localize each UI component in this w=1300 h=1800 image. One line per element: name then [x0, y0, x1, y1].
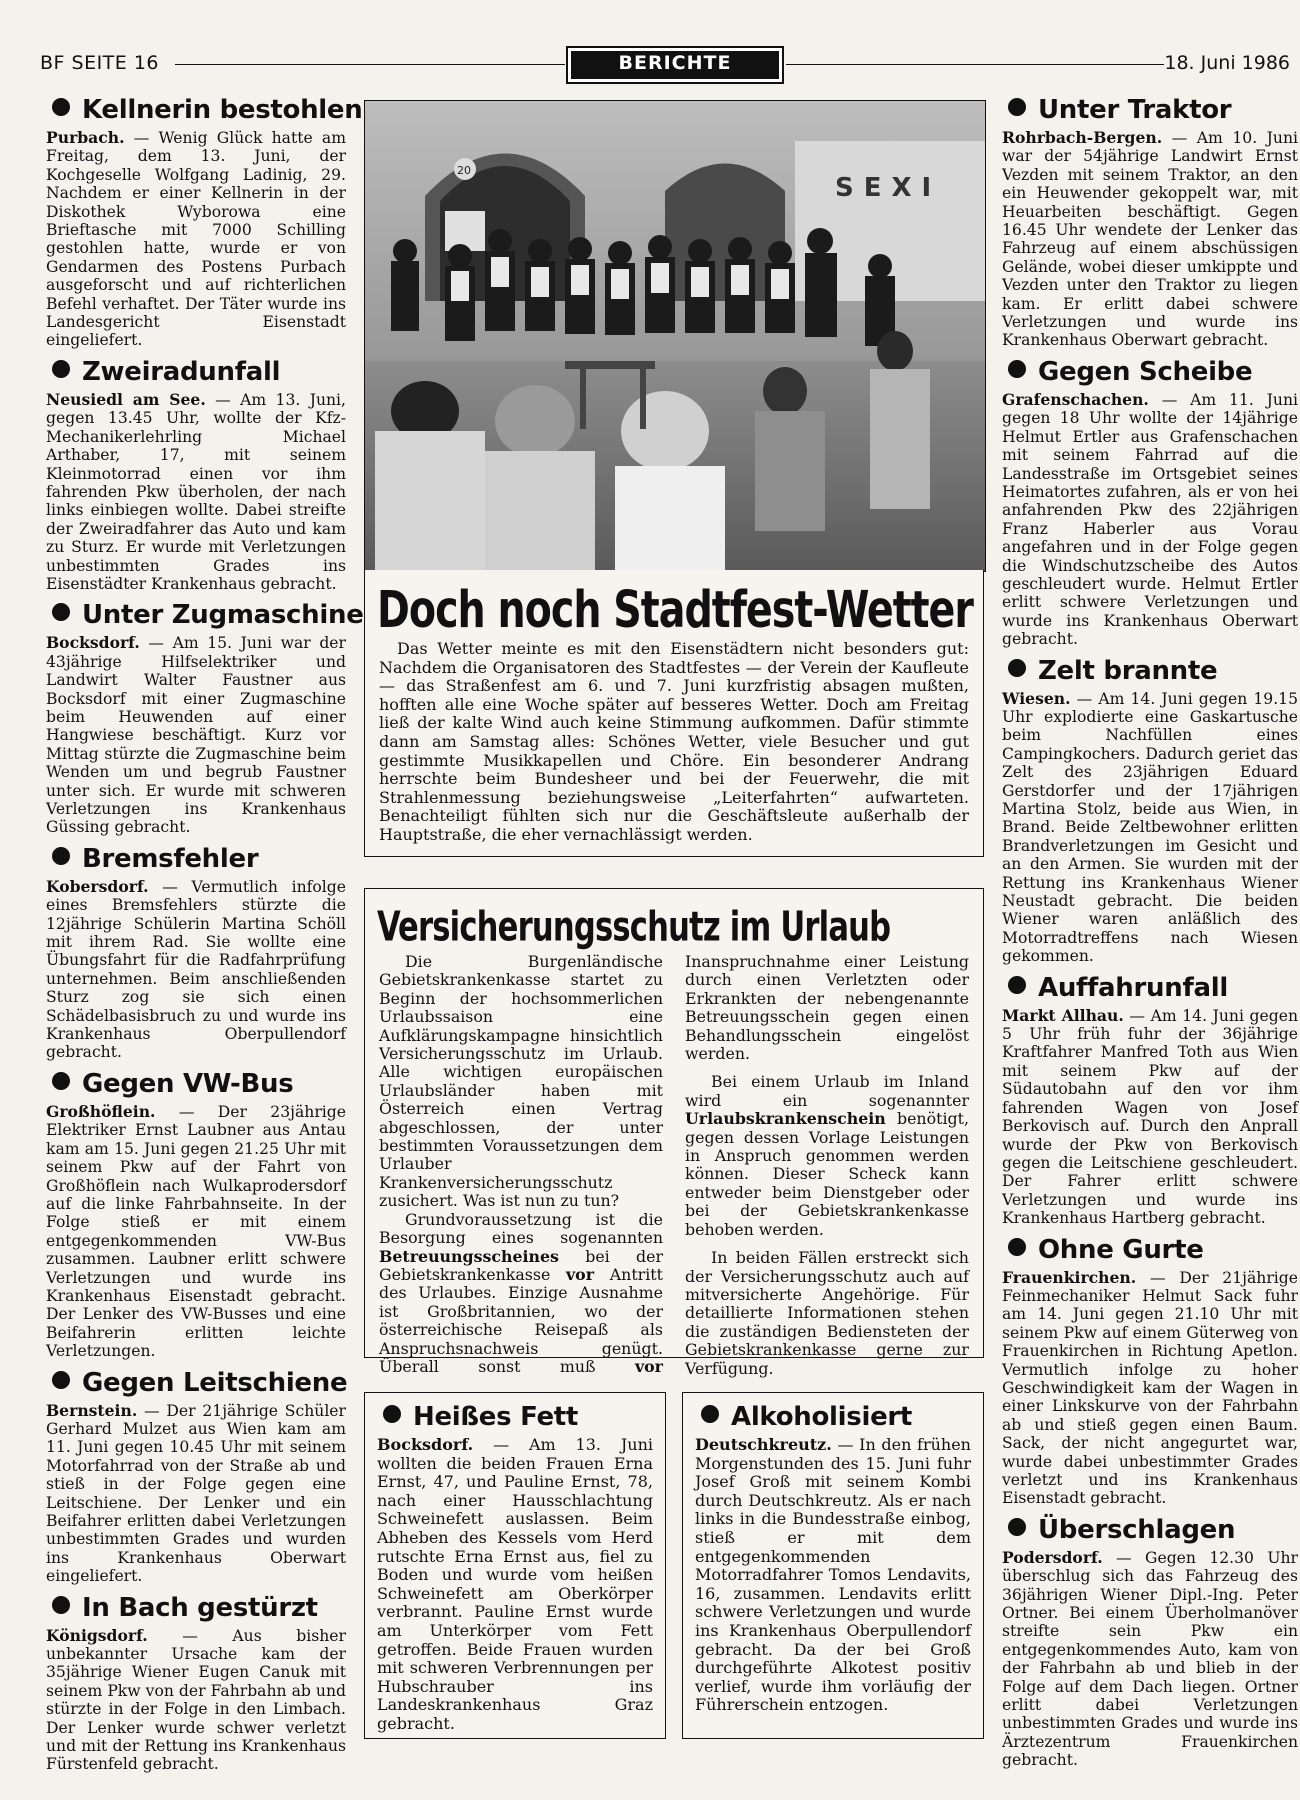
- versicherung-article: [364, 888, 984, 1378]
- article-headline: [46, 94, 363, 126]
- text-run: bei der Gebietskrankenkasse: [379, 1246, 663, 1284]
- body-text: — Am 15. Juni war der 43jährige Hilfselektriker und Landwirt Walter Faustner aus Bocksdorf mit einer Zugmaschine beim Heuwenden auf einer Hangwiese beschäftigt. Kurz vor Mittag stürzte die Zugmaschine beim Wenden um und begrub Faustner unter sich. Er wurde mit schweren Verletzungen ins Krankenhaus Güssing gebracht.: [46, 634, 346, 837]
- bullet-icon: [701, 1405, 719, 1423]
- body-text: — Der 23jährige Elektriker Ernst Laubner aus Antau kam am 15. Juni gegen 21.25 Uhr mit seinem Pkw auf der Fahrt von Großhöflein nach Wulkaprodersdorf auf die linke Fahrbahnseite. In der Folge stieß er mit einem entgegenkommenden VW-Bus zusammen. Laubner erlitt schwere Verletzungen und wurde ins Krankenhaus Eisenstadt gebracht. Der Lenker des VW-Busses und eine Beifahrerin erlitten leichte Verletzungen.: [46, 1102, 346, 1361]
- article-headline: [46, 599, 364, 631]
- article-vw-bus: [46, 1068, 346, 1361]
- bullet-icon: [52, 1371, 70, 1389]
- article-gurte: [1002, 1234, 1298, 1508]
- photo-sign: SEXI: [835, 173, 942, 203]
- body-text: — Am 13. Juni wollten die beiden Frauen Erna Ernst, 47, und Pauline Ernst, 78, nach einer Hausschlachtung Schweinefett auslassen. Beim Abheben des Kessels vom Herd rutschte Erna Ernst aus, fiel zu Boden und wurde vom heißen Schweinefett am Oberkörper verbrannt. Pauline Ernst wurde am Unterkörper vom Fett getroffen. Beide Frauen wurden mit schweren Verbrennungen per Hubschrauber ins Landeskrankenhaus Graz gebracht.: [377, 1435, 653, 1733]
- body-text: — In den frühen Morgenstunden des 15. Juni fuhr Josef Groß mit seinem Kombi durch Deutschkreutz. Als er nach links in die Bundesstraße einbog, stieß er mit dem entgegenkommenden Motorradfahrer Tomos Lendavits, 16, zusammen. Lendavits erlitt schwere Verletzungen und wurde ins Krankenhaus Oberpullendorf gebracht. Da der bei Groß durchgeführte Alkotest positiv verlief, wurde ihm vorläufig der Führerschein entzogen.: [695, 1435, 971, 1715]
- versicherung-body: [379, 953, 969, 1378]
- stadtfest-photo: [364, 100, 986, 572]
- headline-text: Alkoholisiert: [731, 1402, 913, 1432]
- text-run: Grundvoraussetzung ist die Besorgung eines sogenannten: [379, 1209, 663, 1248]
- article-body: [1002, 690, 1298, 966]
- versicherung-p3: [685, 1073, 969, 1239]
- dateline: Markt Allhau.: [1002, 1005, 1124, 1025]
- versicherung-p4: In beiden Fällen erstreckt sich der Versicherungsschutz auch auf mitversicherte Angehörige. Für detaillierte Informationen stehen die zuständigen Bediensteten der Gebietskrankenkasse gerne zur Verfügung.: [685, 1248, 969, 1378]
- article-body: [46, 1103, 346, 1361]
- bullet-icon: [383, 1405, 401, 1423]
- body-text: — Der 21jährige Schüler Gerhard Mulzet aus Wien kam am 11. Juni gegen 10.45 Uhr mit seinem Motorfahrrad von der Straße ab und stieß in der Folge gegen eine Leitschiene. Der Lenker und ein Beifahrer erlitten dabei Verletzungen unbestimmten Grades und wurden ins Krankenhaus Oberwart eingeliefert.: [46, 1401, 346, 1586]
- article-auffahrunfall: [1002, 972, 1298, 1228]
- page-number: BF SEITE 16: [40, 52, 159, 74]
- body-text: — Am 14. Juni gegen 19.15 Uhr explodierte eine Gaskartusche beim Nachfüllen eines Campingkochers. Dadurch geriet das Zelt des 23jährigen Eduard Gerstdorfer und der 17jährigen Martina Stolz, beide aus Wien, in Brand. Beide Zeltbewohner erlitten Brandverletzungen im Gesicht und an den Armen. Sie wurden mit der Rettung ins Krankenhaus Wiener Neustadt gebracht. Die beiden Wiener waren anläßlich des Motorradtreffens nach Wiesen gekommen.: [1002, 689, 1298, 966]
- article-leitschiene: [46, 1367, 346, 1586]
- article-headline: [1002, 1234, 1298, 1266]
- photo-door-number: 20: [457, 164, 471, 177]
- bullet-icon: [52, 1596, 70, 1614]
- article-body: [1002, 391, 1298, 649]
- bullet-icon: [52, 603, 70, 621]
- article-bremsfehler: [46, 843, 346, 1062]
- dateline: Frauenkirchen.: [1002, 1267, 1137, 1287]
- text-run: Inanspruchnahme einer Leistung durch einen Verletzten oder Erkrankten der nebengenannte Betreuungsschein gegen einen Behandlungsschein eingelöst werden.: [685, 952, 969, 1064]
- article-zweiradunfall: [46, 356, 346, 593]
- body-text: — Vermutlich infolge eines Bremsfehlers stürzte die 12jährige Schülerin Martina Schöll mit ihrem Rad. Sie wollte eine Übungsfahrt für die Radfahrprüfung unternehmen. Beim anschließenden Sturz zog sie sich einen Schädelbasisbruch zu und wurde ins Krankenhaus Oberpullendorf gebracht.: [46, 877, 346, 1062]
- dateline: Wiesen.: [1002, 688, 1071, 708]
- versicherung-p1: Die Burgenländische Gebietskrankenkasse startet zu Beginn der hochsommerlichen Urlaubssaison eine Aufklärungskampagne hinsichtlich Versicherungsschutz im Urlaub. Alle wichtigen europäischen Urlaubsländer haben mit Österreich einen Vertrag abgeschlossen, der unter bestimmten Voraussetzungen dem Urlauber Krankenversicherungsschutz zusichert. Was ist nun zu tun?: [379, 952, 663, 1211]
- stadtfest-headline: Doch noch Stadtfest-Wetter: [377, 581, 973, 640]
- text-run: vor: [566, 1264, 595, 1284]
- alkoholisiert-content: [695, 1401, 971, 1715]
- article-headline: [695, 1401, 971, 1433]
- stadtfest-article: [364, 570, 984, 857]
- headline-text: In Bach gestürzt: [82, 1592, 318, 1623]
- right-column: [1002, 94, 1298, 1770]
- text-run: Urlaubskrankenschein: [685, 1109, 886, 1129]
- article-ueberschlagen: [1002, 1514, 1298, 1770]
- body-text: — Am 11. Juni gegen 18 Uhr wollte der 14jährige Helmut Ertler aus Grafenschachen mit seinem Fahrrad auf die Landesstraße im Ortsgebiet seines Heimatortes zufahren, als er von hei anfahrenden Pkw des 22jährigen Franz Haberler aus Vorau angefahren und in der Folge gegen die Windschutzscheibe des Autos geschleudert wurde. Helmut Ertler erlitt schwere Verletzungen und wurde ins Krankenhaus Oberwart gebracht.: [1002, 390, 1298, 649]
- article-body: [377, 1436, 653, 1734]
- article-headline: [46, 1592, 346, 1624]
- dateline: Grafenschachen.: [1002, 389, 1149, 409]
- article-body: [46, 1627, 346, 1774]
- headline-text: Zelt brannte: [1038, 655, 1218, 686]
- headline-text: Bremsfehler: [82, 843, 259, 874]
- article-body: [46, 878, 346, 1062]
- article-bach: [46, 1592, 346, 1774]
- article-body: [46, 634, 346, 836]
- alkoholisiert-article: [682, 1392, 984, 1739]
- bullet-icon: [1008, 98, 1026, 116]
- article-body: [1002, 1269, 1298, 1508]
- bullet-icon: [1008, 360, 1026, 378]
- article-zelt: [1002, 655, 1298, 966]
- dateline: Kobersdorf.: [46, 876, 149, 896]
- article-headline: [46, 1367, 346, 1399]
- bullet-icon: [1008, 976, 1026, 994]
- headline-text: Zweiradunfall: [82, 356, 281, 387]
- article-kellnerin: [46, 94, 363, 350]
- article-body: [46, 1402, 346, 1586]
- text-run: benötigt, gegen dessen Vorlage Leistungen in Anspruch genommen werden können. Dieser Scheck kann entweder beim Dienstgeber oder bei der Gebietskrankenkasse behoben werden.: [685, 1109, 969, 1239]
- article-body: [1002, 1007, 1298, 1228]
- article-headline: [1002, 655, 1298, 687]
- body-text: — Am 14. Juni gegen 5 Uhr früh fuhr der 36jährige Kraftfahrer Manfred Toth aus Wien mit seinem Pkw auf der Südautobahn auf den vor ihm fahrenden Wagen von Josef Berkovisch auf. Durch den Anprall wurde der Pkw von Berkovisch gegen die Leitschiene geschleudert. Der Fahrer erlitt schwere Verletzungen und wurde ins Krankenhaus Hartberg gebracht.: [1002, 1006, 1298, 1228]
- headline-text: Ohne Gurte: [1038, 1234, 1204, 1265]
- text-run: Antritt des Urlaubes. Einzige Ausnahme ist Großbritannien, wo der österreichische Reisepaß als Anspruchsnachweis genügt. Überall sonst muß: [379, 1264, 663, 1376]
- issue-date: 18. Juni 1986: [1164, 52, 1290, 74]
- article-headline: [1002, 356, 1298, 388]
- versicherung-headline: Versicherungsschutz im Urlaub: [377, 903, 891, 952]
- body-text: — Aus bisher unbekannter Ursache kam der 35jährige Wiener Eugen Canuk mit seinem Pkw von der Fahrbahn ab und stürzte in der Folge in den Limbach. Der Lenker wurde schwer verletzt und mit der Rettung ins Krankenhaus Fürstenfeld gebracht.: [46, 1626, 346, 1774]
- article-traktor: [1002, 94, 1298, 350]
- article-headline: [1002, 1514, 1298, 1546]
- heisses-fett-content: [377, 1401, 653, 1734]
- headline-text: Unter Zugmaschine: [82, 600, 364, 631]
- headline-text: Gegen VW-Bus: [82, 1068, 294, 1099]
- section-label-box: [566, 46, 784, 84]
- headline-text: Gegen Leitschiene: [82, 1367, 348, 1398]
- bullet-icon: [1008, 659, 1026, 677]
- headline-text: Unter Traktor: [1038, 95, 1232, 125]
- article-body: [46, 129, 346, 350]
- body-text: — Wenig Glück hatte am Freitag, dem 13. Juni, der Kochgeselle Wolfgang Ladinig, 29. Nachdem er einer Kellnerin in der Diskothek Wyborowa eine Brieftasche mit 7000 Schilling gestohlen hatte, wurde er von Gendarmen des Postens Purbach ausgeforscht und auf richterlichen Befehl verhaftet. Der Täter wurde ins Landesgericht Eisenstadt eingeliefert.: [46, 129, 346, 350]
- section-label: BERICHTE: [571, 51, 779, 79]
- article-headline: [377, 1401, 653, 1433]
- headline-text: Kellnerin bestohlen: [82, 95, 363, 125]
- headline-text: Gegen Scheibe: [1038, 356, 1253, 387]
- text-run: Bei einem Urlaub im Inland wird ein sogenannter: [685, 1072, 969, 1110]
- dateline: Deutschkreutz.: [695, 1435, 832, 1454]
- bullet-icon: [52, 1072, 70, 1090]
- stadtfest-body: Das Wetter meinte es mit den Eisenstädtern nicht besonders gut: Nachdem die Organisatoren des Stadtfestes — der Verein der Kaufleute — das Straßenfest am 6. und 7. Juni kurzfristig absagen mußten, hofften alle eine Woche später auf besseres Wetter. Doch am Freitag ließ der kalte Wind auch keine Stimmung aufkommen. Dafür stimmte dann am Samstag alles: Schönes Wetter, viele Besucher und gut gestimmte Musikkapellen und Chöre. Ein besonderer Andrang herrschte beim Bundesheer und bei der Feuerwehr, die mit Strahlenmessung beziehungsweise „Leiterfahrten“ aufwarteten. Benachteiligt fühlten sich nur die Geschäftsleute außerhalb der Hauptstraße, die eher vernachlässigt werden.: [379, 639, 969, 844]
- article-headline: [46, 843, 346, 875]
- article-body: [1002, 1549, 1298, 1770]
- headline-text: Überschlagen: [1038, 1514, 1236, 1545]
- article-zugmaschine: [46, 599, 364, 837]
- article-headline: [1002, 972, 1298, 1004]
- left-column: [46, 94, 364, 1774]
- body-text: — Gegen 12.30 Uhr überschlug sich das Fahrzeug des 36jährigen Wiener Dipl.-Ing. Peter Ortner. Bei einem Überholmanöver streifte sein Pkw ein entgegenkommendes Auto, kam von der Fahrbahn ab und blieb in der Folge auf dem Dach liegen. Ortner erlitt dabei Verletzungen unbestimmten Grades und wurde ins Ärztezentrum Frauenkirchen gebracht.: [1002, 1548, 1298, 1770]
- dateline: Großhöflein.: [46, 1101, 156, 1121]
- dateline: Purbach.: [46, 128, 125, 147]
- headline-text: Auffahrunfall: [1038, 972, 1228, 1003]
- bullet-icon: [52, 360, 70, 378]
- dateline: Bocksdorf.: [46, 633, 140, 653]
- bullet-icon: [52, 847, 70, 865]
- bullet-icon: [1008, 1518, 1026, 1536]
- dateline: Bernstein.: [46, 1400, 138, 1420]
- body-text: — Am 10. Juni war der 54jährige Landwirt Ernst Vezden mit seinem Traktor, an den ein Heuwender gekoppelt war, mit Heuarbeiten beschäftigt. Gegen 16.45 Uhr wendete der Lenker das Fahrzeug auf einem abschüssigen Gelände, wobei dieser umkippte und Vezden unter den Traktor zu liegen kam. Er erlitt dabei schwere Verletzungen und wurde ins Krankenhaus Oberwart gebracht.: [1002, 129, 1298, 350]
- heisses-fett-article: [364, 1392, 666, 1739]
- dateline: Neusiedl am See.: [46, 389, 206, 409]
- article-headline: [46, 1068, 346, 1100]
- bullet-icon: [52, 98, 70, 116]
- article-headline: [46, 356, 346, 388]
- bullet-icon: [1008, 1238, 1026, 1256]
- article-scheibe: [1002, 356, 1298, 649]
- header-rule-left: [175, 64, 565, 65]
- headline-text: Heißes Fett: [413, 1402, 579, 1432]
- photo-illustration: [365, 101, 985, 571]
- body-text: — Der 21jährige Feinmechaniker Helmut Sack fuhr am 14. Juni gegen 21.10 Uhr mit seinem Pkw auf einem Güterweg von Frauenkirchen in Richtung Apetlon. Vermutlich infolge zu hoher Geschwindigkeit kam der Wagen in einer Linkskurve von der Fahrbahn ab und stieß gegen einen Baum. Sack, der nicht angegurtet war, wurde dabei unbestimmter Grades verletzt und ins Krankenhaus Eisenstadt gebracht.: [1002, 1268, 1298, 1508]
- text-run: Betreuungsscheines: [379, 1246, 559, 1266]
- article-body: [695, 1436, 971, 1715]
- article-body: [1002, 129, 1298, 350]
- article-body: [46, 391, 346, 593]
- article-headline: [1002, 94, 1298, 126]
- body-text: — Am 13. Juni, gegen 13.45 Uhr, wollte der Kfz-Mechanikerlehrling Michael Arthaber, 17, mit seinem Kleinmotorrad einen vor ihm fahrenden Pkw überholen, der nach links einbiegen wollte. Dabei streifte der Zweiradfahrer das Auto und kam zu Sturz. Er wurde mit Verletzungen unbestimmten Grades ins Eisenstädter Krankenhaus gebracht.: [46, 390, 346, 593]
- dateline: Rohrbach-Bergen.: [1002, 128, 1163, 147]
- text-run: vor: [634, 1356, 663, 1376]
- header-rule-right: [786, 64, 1164, 65]
- dateline: Bocksdorf.: [377, 1435, 474, 1454]
- dateline: Podersdorf.: [1002, 1547, 1103, 1567]
- dateline: Königsdorf.: [46, 1625, 148, 1645]
